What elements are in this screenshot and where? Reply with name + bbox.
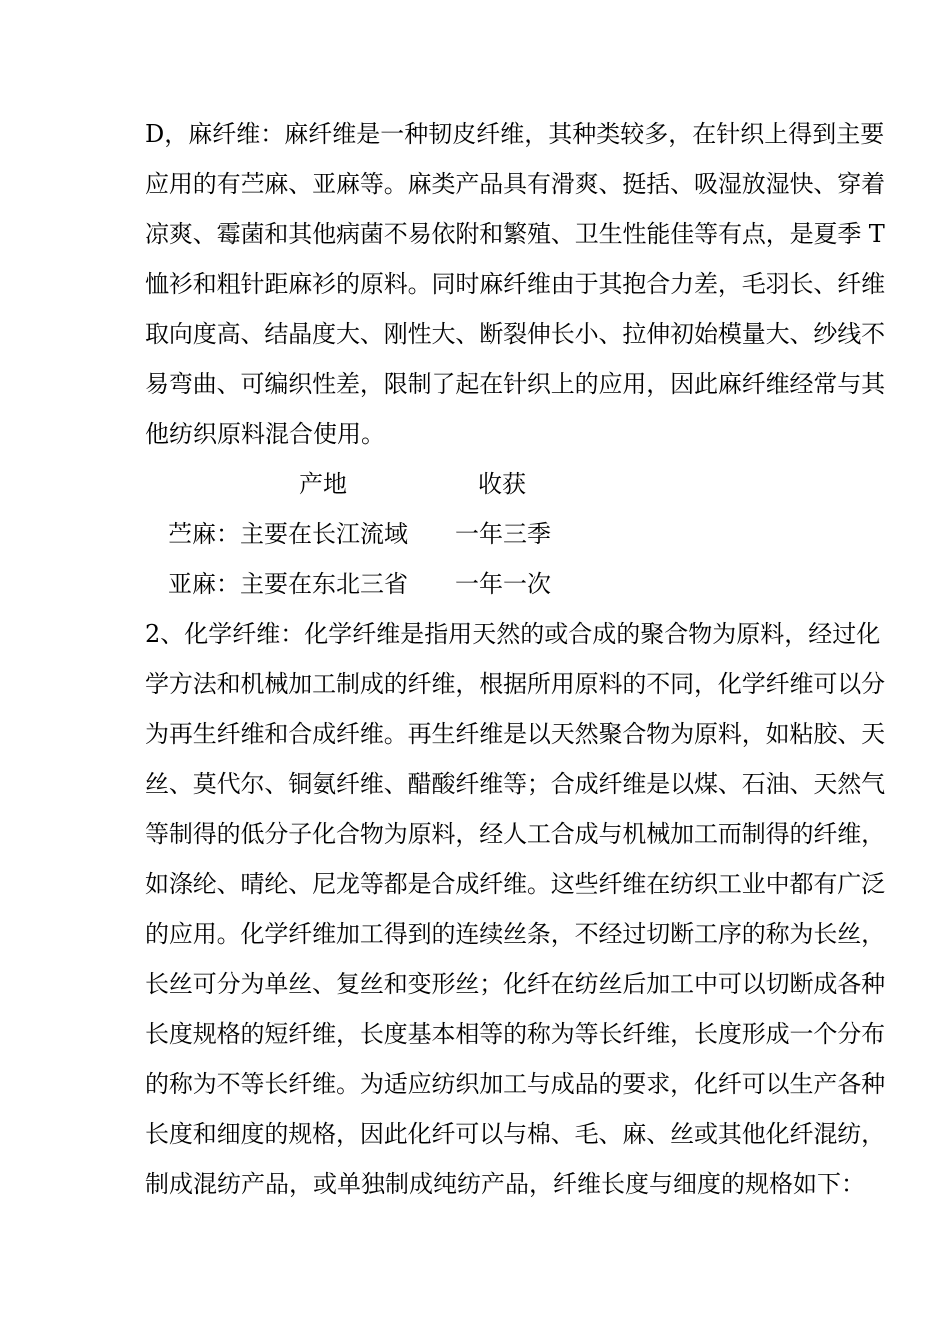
paragraph-line: 丝、莫代尔、铜氨纤维、醋酸纤维等；合成纤维是以煤、石油、天然气 xyxy=(145,770,885,798)
paragraph-line: 制成混纺产品，或单独制成纯纺产品，纤维长度与细度的规格如下： xyxy=(145,1170,865,1198)
paragraph-line: 如涤纶、晴纶、尼龙等都是合成纤维。这些纤维在纺织工业中都有广泛 xyxy=(145,870,885,898)
paragraph-line: 等制得的低分子化合物为原料，经人工合成与机械加工而制得的纤维， xyxy=(145,820,885,848)
paragraph-line: 易弯曲、可编织性差，限制了起在针织上的应用，因此麻纤维经常与其 xyxy=(145,370,885,398)
table-row-name: 苎麻：主要在长江流域 xyxy=(168,520,408,548)
paragraph-line: 长度规格的短纤维，长度基本相等的称为等长纤维，长度形成一个分布 xyxy=(145,1020,885,1048)
table-header-origin: 产地 xyxy=(299,470,347,498)
paragraph-line: 学方法和机械加工制成的纤维，根据所用原料的不同，化学纤维可以分 xyxy=(145,670,885,698)
paragraph-line: 恤衫和粗针距麻衫的原料。同时麻纤维由于其抱合力差，毛羽长、纤维 xyxy=(145,270,885,298)
paragraph-line: 的应用。化学纤维加工得到的连续丝条，不经过切断工序的称为长丝， xyxy=(145,920,885,948)
paragraph-line: 的称为不等长纤维。为适应纺织加工与成品的要求，化纤可以生产各种 xyxy=(145,1070,885,1098)
paragraph-line: 他纺织原料混合使用。 xyxy=(145,420,385,448)
table-row-name: 亚麻：主要在东北三省 xyxy=(168,570,408,598)
paragraph-line: 2、化学纤维：化学纤维是指用天然的或合成的聚合物为原料，经过化 xyxy=(145,620,881,648)
table-row-harvest: 一年三季 xyxy=(455,520,551,548)
paragraph-line: 长度和细度的规格，因此化纤可以与棉、毛、麻、丝或其他化纤混纺， xyxy=(145,1120,885,1148)
paragraph-line: 长丝可分为单丝、复丝和变形丝；化纤在纺丝后加工中可以切断成各种 xyxy=(145,970,885,998)
paragraph-line: 凉爽、霉菌和其他病菌不易依附和繁殖、卫生性能佳等有点，是夏季 T xyxy=(145,220,885,248)
paragraph-line: 应用的有苎麻、亚麻等。麻类产品具有滑爽、挺括、吸湿放湿快、穿着 xyxy=(145,170,885,198)
table-header-harvest: 收获 xyxy=(478,470,526,498)
table-row-harvest: 一年一次 xyxy=(455,570,551,598)
paragraph-line: 取向度高、结晶度大、刚性大、断裂伸长小、拉伸初始模量大、纱线不 xyxy=(145,320,885,348)
paragraph-line: D，麻纤维：麻纤维是一种韧皮纤维，其种类较多，在针织上得到主要 xyxy=(145,120,885,148)
paragraph-line: 为再生纤维和合成纤维。再生纤维是以天然聚合物为原料，如粘胶、天 xyxy=(145,720,885,748)
